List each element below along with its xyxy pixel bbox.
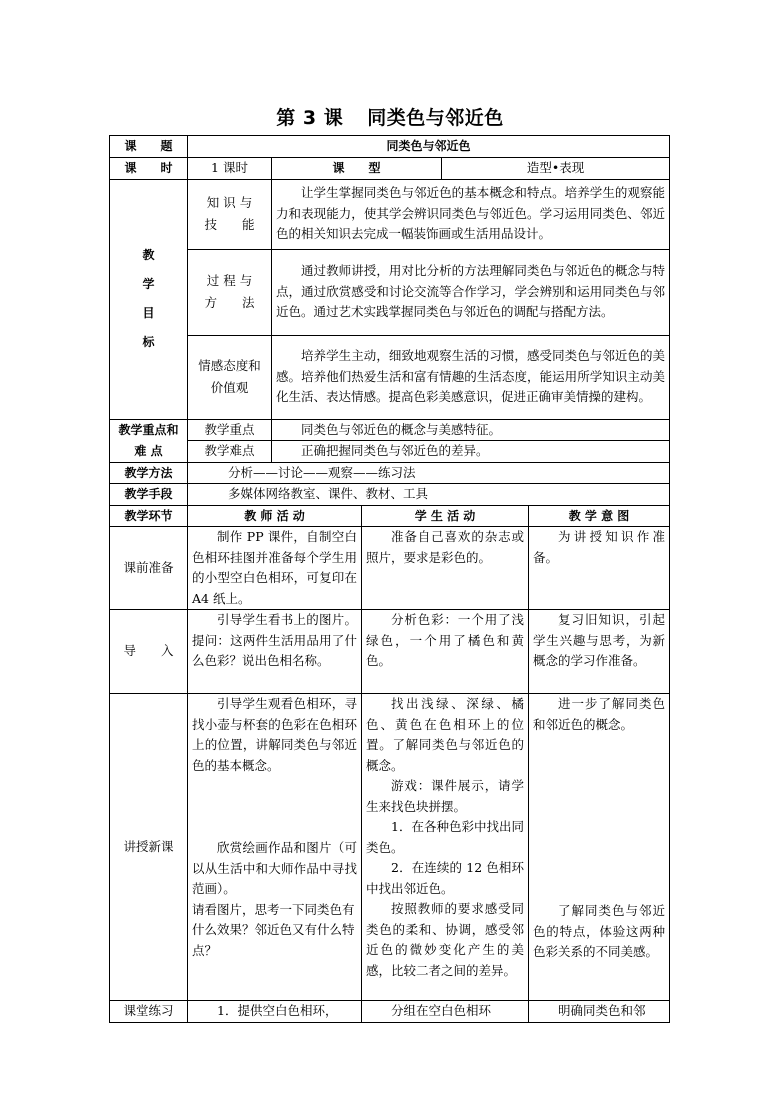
practice-intent: 明确同类色和邻	[529, 1001, 670, 1023]
knowledge-text: 让学生掌握同类色与邻近色的基本概念和特点。培养学生的观察能力和表现能力，使其学会辨识同类色与邻近色。学习运用同类色、邻近色的相关知识去完成一幅装饰画或生活用品设计。	[272, 179, 670, 249]
type-label: 课 型	[272, 158, 442, 180]
intro-teacher: 引导学生看书上的图片。提问：这两件生活用品用了什么色彩？说出色相名称。	[188, 610, 362, 694]
practice-student: 分组在空白色相环	[362, 1001, 529, 1023]
row-key-focus	[110, 419, 670, 441]
new-student-para: 找出浅绿、深绿、橘色、黄色在色相环上的位置。了解同类色与邻近色的概念。	[366, 696, 524, 773]
row-goal-knowledge	[110, 179, 670, 249]
topic-value: 同类色与邻近色	[188, 136, 670, 158]
key-label: 教学重点和 难 点	[110, 419, 188, 462]
means-label: 教学手段	[110, 484, 188, 506]
intro-student: 分析色彩：一个用了浅绿色，一个用了橘色和黄色。	[362, 610, 529, 694]
teacher-header: 教 师 活 动	[188, 505, 362, 527]
goals-label-char: 目	[142, 306, 155, 320]
knowledge-label: 知 识 与 技 能	[188, 179, 272, 249]
emotion-label: 情感态度和价值观	[188, 335, 272, 419]
row-means	[110, 484, 670, 506]
page-title	[0, 103, 780, 130]
prep-intent: 为讲授知识作准备。	[529, 527, 670, 610]
focus-label: 教学重点	[188, 419, 272, 441]
new-label: 讲授新课	[110, 694, 188, 1001]
new-intent	[529, 694, 670, 1001]
prep-student: 准备自己喜欢的杂志或照片，要求是彩色的。	[362, 527, 529, 610]
row-goal-process	[110, 249, 670, 335]
new-student-para: 按照教师的要求感受同类色的柔和、协调，感受邻近色的微妙变化产生的美感，比较二者之间的差异。	[366, 901, 524, 978]
new-student-para: 1．在各种色彩中找出同类色。	[366, 819, 524, 855]
lesson-number: 第 3 课	[276, 107, 344, 129]
new-teacher-para: 欣赏绘画作品和图片（可以从生活中和大师作品中寻找范画）。	[192, 840, 357, 896]
hours-value: 1 课时	[188, 158, 272, 180]
row-goal-emotion	[110, 335, 670, 419]
new-intent-para: 进一步了解同类色和邻近色的概念。	[533, 696, 666, 732]
lesson-plan-table	[109, 135, 670, 1023]
goals-label-char: 标	[142, 335, 155, 349]
prep-teacher: 制作 PP 课件，自制空白色相环挂图并准备每个学生用的小型空白色相环，可复印在 A4 纸上。	[188, 527, 362, 610]
practice-label: 课堂练习	[110, 1001, 188, 1023]
student-header: 学 生 活 动	[362, 505, 529, 527]
new-teacher-para: 引导学生观看色相环，寻找小壶与杯套的色彩在色相环上的位置，讲解同类色与邻近色的基本概念。	[192, 696, 357, 773]
goals-label	[110, 179, 188, 419]
new-teacher-para: 请看图片，思考一下同类色有什么效果？邻近色又有什么特点？	[192, 901, 355, 958]
stage-label: 教学环节	[110, 505, 188, 527]
intro-intent: 复习旧知识，引起学生兴趣与思考，为新概念的学习作准备。	[529, 610, 670, 694]
focus-text: 同类色与邻近色的概念与美感特征。	[272, 419, 670, 441]
row-intro	[110, 610, 670, 694]
row-new-lesson	[110, 694, 670, 1001]
practice-teacher: 1．提供空白色相环，	[188, 1001, 362, 1023]
row-practice	[110, 1001, 670, 1023]
goals-label-char: 教	[142, 248, 155, 262]
emotion-text: 培养学生主动，细致地观察生活的习惯，感受同类色与邻近色的美感。培养他们热爱生活和富有情趣的生活态度，能运用所学知识主动美化生活、表达情感。提高色彩美感意识，促进正确审美情操的建构。	[272, 335, 670, 419]
prep-label: 课前准备	[110, 527, 188, 610]
goals-label-char: 学	[142, 277, 155, 291]
means-value: 多媒体网络教室、课件、教材、工具	[188, 484, 670, 506]
intro-label: 导 入	[110, 610, 188, 694]
hours-label: 课 时	[110, 158, 188, 180]
new-student-para: 游戏：课件展示，请学生来找色块拼摆。	[366, 778, 524, 814]
process-label: 过 程 与 方 法	[188, 249, 272, 335]
row-stage-header	[110, 505, 670, 527]
row-method	[110, 462, 670, 484]
row-prep	[110, 527, 670, 610]
process-text: 通过教师讲授，用对比分析的方法理解同类色与邻近色的概念与特点，通过欣赏感受和讨论交流等合作学习，学会辨别和运用同类色与邻近色。通过艺术实践掌握同类色与邻近色的调配与搭配方法。	[272, 249, 670, 335]
row-key-difficulty	[110, 441, 670, 463]
lesson-name: 同类色与邻近色	[367, 107, 504, 129]
row-topic	[110, 136, 670, 158]
difficulty-text: 正确把握同类色与邻近色的差异。	[272, 441, 670, 463]
type-value: 造型•表现	[442, 158, 670, 180]
new-student-para: 2．在连续的 12 色相环中找出邻近色。	[366, 860, 524, 896]
new-student	[362, 694, 529, 1001]
method-value: 分析——讨论——观察——练习法	[188, 462, 670, 484]
intent-header: 教 学 意 图	[529, 505, 670, 527]
new-intent-para: 了解同类色与邻近色的特点，体验这两种色彩关系的不同美感。	[533, 903, 666, 959]
row-hours	[110, 158, 670, 180]
difficulty-label: 教学难点	[188, 441, 272, 463]
topic-label: 课 题	[110, 136, 188, 158]
new-teacher	[188, 694, 362, 1001]
method-label: 教学方法	[110, 462, 188, 484]
